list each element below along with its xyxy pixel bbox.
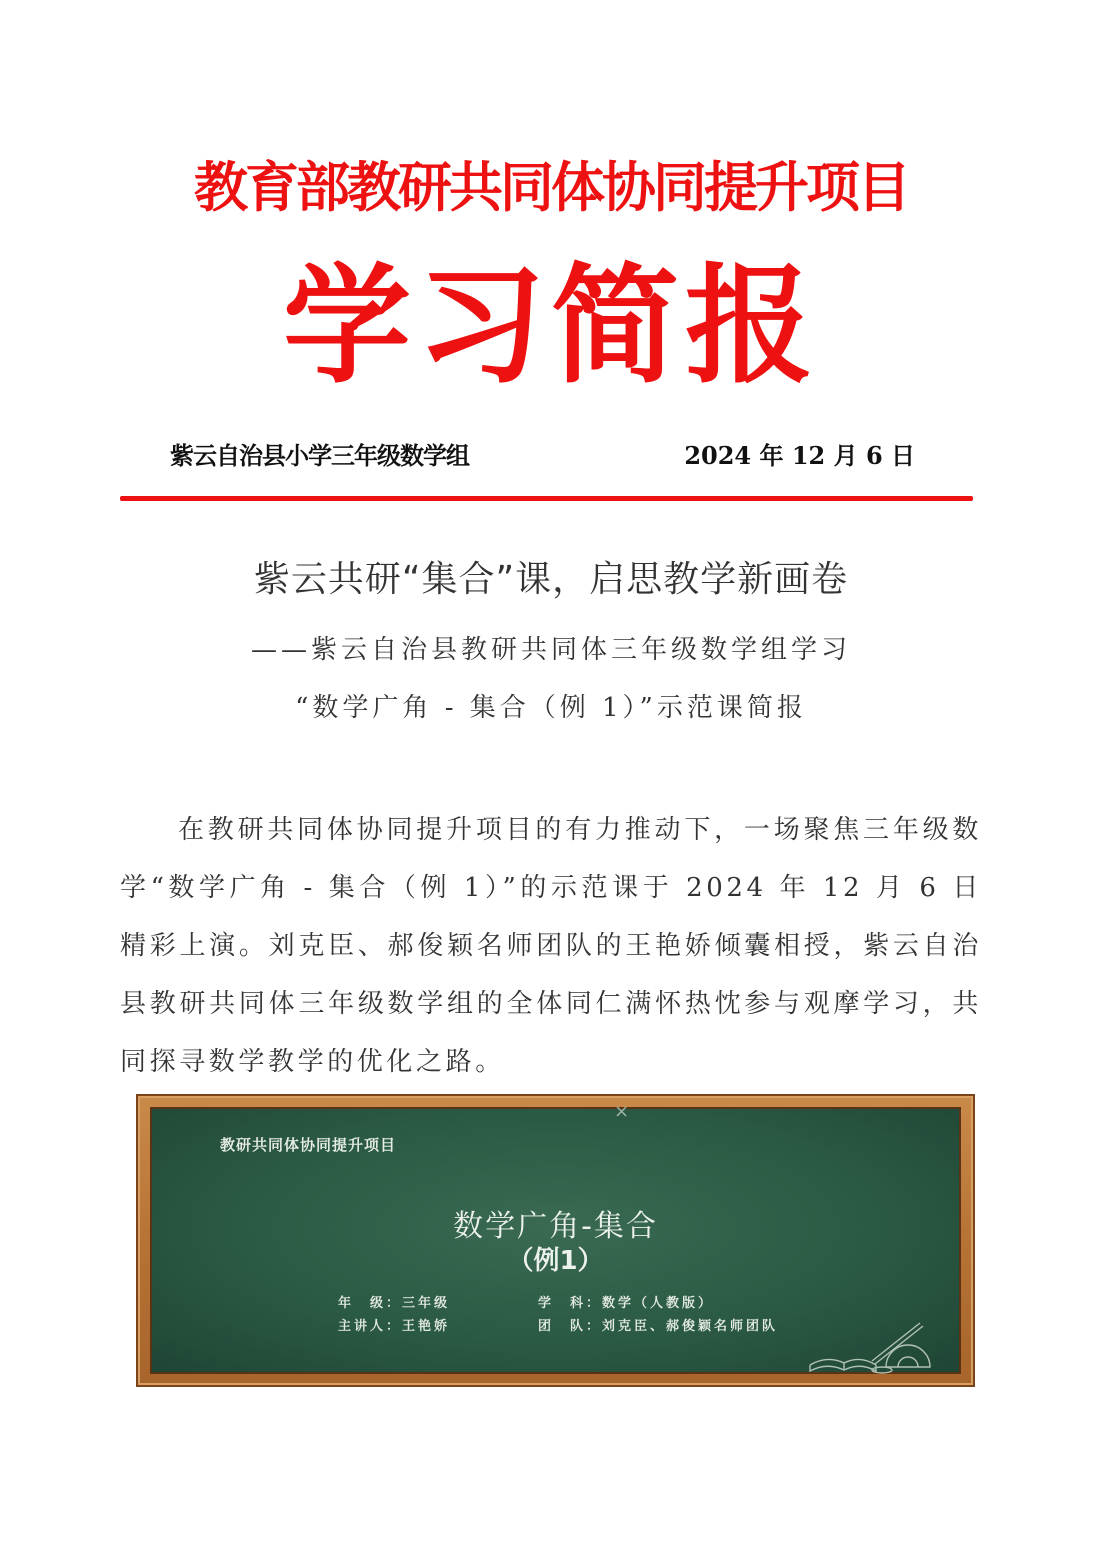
article-paragraph: 在教研共同体协同提升项目的有力推动下，一场聚焦三年级数学“数学广角 - 集合（例 1）”的示范课于 2024 年 12 月 6 日精彩上演。刘克臣、郝俊颖名师团队的王艳娇倾囊相授，紫云自治县教研共同体三年级数学组的全体同仁满怀热忱参与观摩学习，共同探寻数学教学的优化之路。 [120,815,982,1077]
slide-title: 数学广角-集合 [453,1209,658,1244]
slide-team: 团 队：刘克臣、郝俊颖名师团队 [538,1319,779,1334]
article-subtitle-line1: ——紫云自治县教研共同体三年级数学组学习 [250,635,851,665]
meta-row [170,436,915,474]
brief-title: 学习简报 [282,251,819,401]
slide-subtitle: （例1） [507,1246,604,1276]
slide-subject: 学 科：数学（人教版） [538,1296,715,1311]
header-divider [120,496,973,501]
slide-project-label: 教研共同体协同提升项目 [220,1136,397,1154]
slide-grade: 年 级：三年级 [338,1296,451,1311]
organization-label: 紫云自治县小学三年级数学组 [170,441,469,470]
close-icon: × [614,1101,630,1122]
date-label: 2024 年 12 月 6 日 [684,441,915,470]
chalkboard-surface [150,1101,961,1374]
slide-speaker: 主讲人：王艳娇 [338,1319,451,1334]
chalkboard-image [136,1094,975,1387]
article-subtitle-line2: “数学广角 - 集合（例 1）”示范课简报 [295,693,807,723]
article-title: 紫云共研“集合”课，启思教学新画卷 [253,559,849,600]
book-pencil-protractor-icon [802,1315,932,1375]
project-header: 教育部教研共同体协同提升项目 [194,156,908,219]
